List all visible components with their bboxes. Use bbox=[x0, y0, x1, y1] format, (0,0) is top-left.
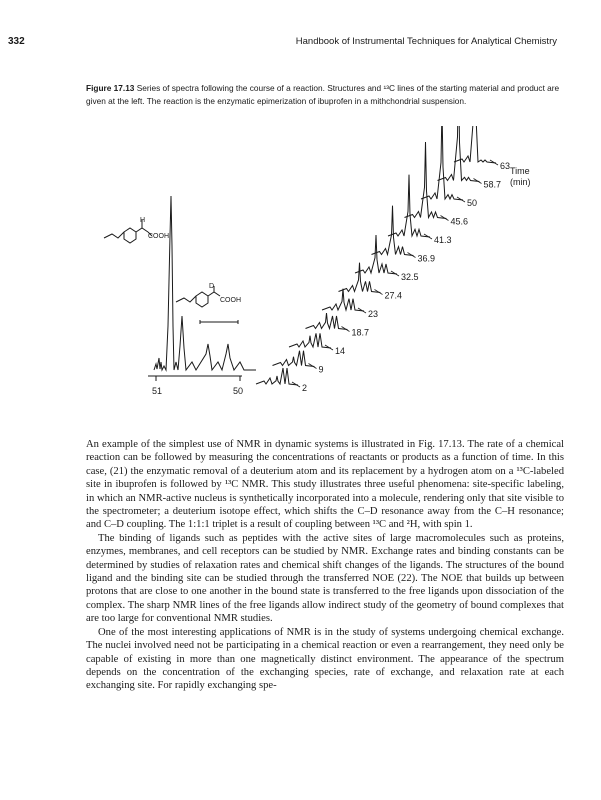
time-label: 63 bbox=[500, 161, 511, 171]
time-label: 23 bbox=[368, 309, 379, 319]
paragraph-1: An example of the simplest use of NMR in dynamic systems is illustrated in Fig. 17.13. The rate of a chemical reaction can be followed by measuring the concentrations of reactants or products as a function of time. In this case, (21) the enzymatic removal of a deuterium atom and its replacement by a hydrogen atom on a ¹³C-labeled site in ibuprofen is followed by ¹³C NMR. This study illustrates three useful phenomena: site-specific labeling, in which an NMR-active nucleus is synthetically incorporated into a molecule, rendering only that site visible to the spectrometer; a deuterium isotope effect, which shifts the C–D resonance away from the C–H resonance; and C–D coupling. The 1:1:1 triplet is a result of coupling between ¹³C and ²H, with spin 1. bbox=[86, 439, 564, 531]
spectrum-trace bbox=[289, 333, 331, 348]
time-label: 45.6 bbox=[450, 216, 469, 227]
time-label: 36.9 bbox=[417, 253, 436, 264]
caption-text: Series of spectra following the course of a reaction. Structures and ¹³C lines of the starting material and product are given at the left. The reaction is the enzymatic epimerization of ibuprofen in a mithchondrial suspension. bbox=[86, 83, 560, 106]
figure-label: Figure 17.13 bbox=[86, 83, 135, 93]
spectrum-trace bbox=[388, 175, 430, 237]
structure-top-group: COOH bbox=[148, 233, 169, 240]
stacked-spectra bbox=[256, 126, 510, 393]
spectrum-trace bbox=[256, 368, 298, 385]
triplet-bracket bbox=[200, 320, 238, 324]
reference-spectrum-trace bbox=[154, 196, 256, 370]
figure-caption bbox=[86, 82, 562, 108]
time-label: 9 bbox=[318, 364, 324, 375]
structure-top-substituent: H bbox=[140, 217, 146, 224]
spectrum-trace bbox=[405, 142, 447, 219]
spectrum-trace bbox=[421, 126, 463, 200]
spectrum-trace bbox=[306, 313, 348, 330]
page-number: 332 bbox=[8, 36, 25, 47]
paragraph-2: The binding of ligands such as peptides with the active sites of large macromolecules such as proteins, enzymes, membranes, and cell receptors can be studied by NMR. Exchange rates and binding constants can be determined by studies of relaxation rates and chemical shift changes of the ligands. The structures of the bound ligand and the binding site can be studied through the transferred NOE (22). The NOE that builds up between protons that are close to one another in the bound state is transferred to the free ligands upon dissociation of the complex. The sharp NMR lines of the free ligands allow indirect study of the geometry of bound complexes that are too large for conventional NMR studies. bbox=[86, 532, 564, 625]
spectrum-trace bbox=[322, 289, 364, 311]
time-label: 27.4 bbox=[384, 290, 403, 301]
spectrum-trace bbox=[372, 206, 414, 256]
time-axis-label-line1: Time bbox=[510, 166, 530, 176]
reference-spectra bbox=[104, 196, 256, 381]
axis-ticks bbox=[156, 376, 240, 381]
time-label: 2 bbox=[302, 383, 308, 393]
time-axis-label-line2: (min) bbox=[510, 177, 531, 187]
structure-bottom-substituent: D bbox=[209, 283, 215, 290]
spectrum-trace bbox=[339, 263, 381, 293]
spectrum-trace bbox=[273, 351, 315, 367]
time-label: 14 bbox=[335, 346, 346, 356]
time-label: 41.3 bbox=[434, 235, 452, 245]
time-label: 32.5 bbox=[401, 272, 419, 282]
body-text bbox=[86, 438, 564, 693]
nmr-spectra-figure bbox=[96, 126, 556, 418]
time-label: 50 bbox=[467, 198, 478, 208]
running-title: Handbook of Instrumental Techniques for Analytical Chemistry bbox=[295, 36, 557, 47]
structure-bottom-group: COOH bbox=[220, 297, 241, 304]
time-label: 18.7 bbox=[351, 327, 370, 338]
running-header bbox=[8, 36, 557, 50]
time-label: 58.7 bbox=[483, 179, 502, 190]
axis-tick-50: 50 bbox=[233, 386, 244, 396]
paragraph-3: One of the most interesting applications of NMR is in the study of systems undergoing chemical exchange. The nuclei involved need not be participating in a chemical reaction or even a rearrangement, they need only be capable of existing in more than one magnetically distinct environment. The appearance of the spectrum depends on the concentration of the exchanging species, rate of exchange, and relaxation rate at each exchanging site. For rapidly exchanging spe- bbox=[86, 626, 564, 692]
axis-tick-51: 51 bbox=[152, 386, 163, 396]
